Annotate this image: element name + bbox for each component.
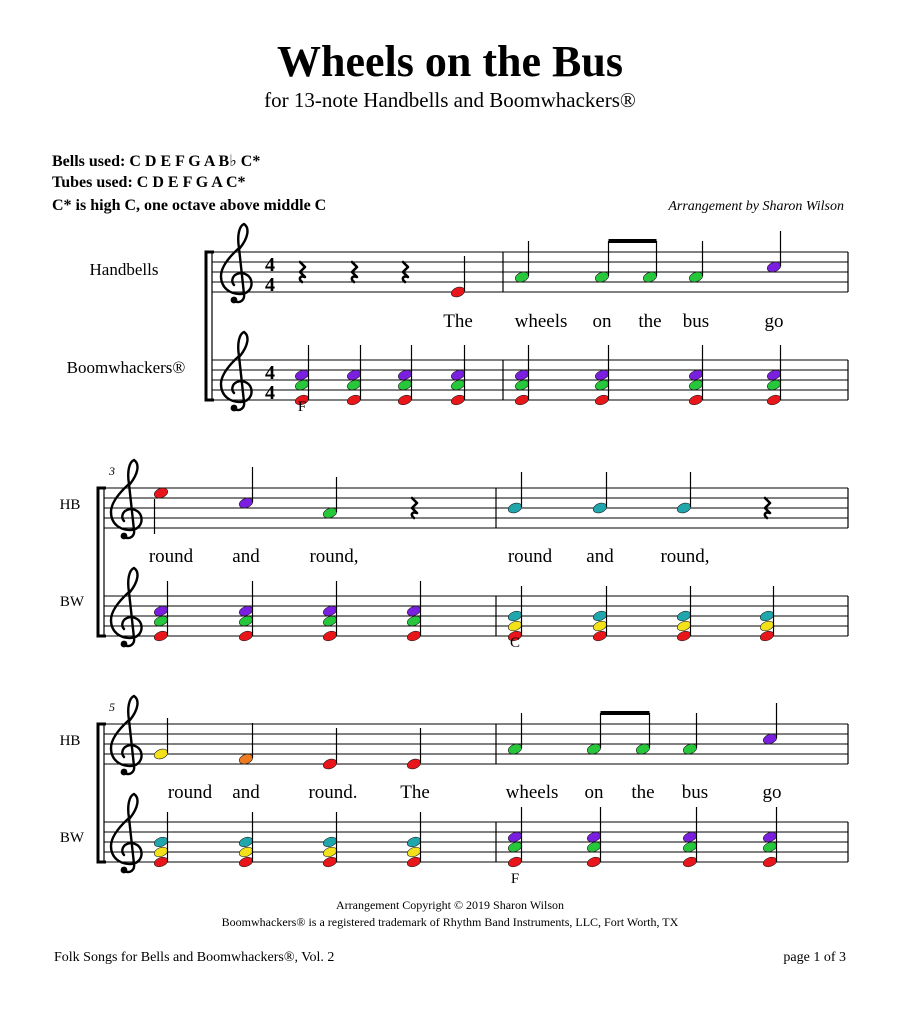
chord-tubes (319, 581, 341, 643)
chord-tubes (291, 345, 313, 407)
boomwhackers-staff (212, 360, 848, 400)
measure-number: 5 (109, 700, 115, 714)
treble-clef-icon (221, 224, 252, 303)
handbells-staff (212, 252, 848, 292)
chord-tubes (591, 345, 613, 407)
part-label-boomwhackers: Boomwhackers® (66, 358, 186, 377)
chord-tubes (504, 807, 526, 869)
chord-tubes (583, 807, 605, 869)
lyric-syllable: round, (309, 546, 359, 567)
lyric-syllable: bus (682, 311, 710, 332)
lyric-syllable: on (592, 311, 612, 332)
treble-clef-icon (111, 568, 142, 647)
collection-title: Folk Songs for Bells and Boomwhackers®, Vol. 2 (54, 950, 335, 965)
lyric-syllable: The (400, 782, 430, 803)
melody-note (507, 472, 523, 515)
system-bracket (206, 252, 214, 400)
lyric-syllable: bus (681, 782, 709, 803)
melody-note (592, 472, 608, 515)
chord-tubes (589, 586, 611, 643)
bells-used-text: Bells used: C D E F G A B♭ C* (52, 153, 261, 170)
time-signature-unit: 4 (265, 274, 275, 296)
trademark-notice: Boomwhackers® is a registered trademark of Rhythm Band Instruments, LLC, Fort Worth, TX (221, 915, 679, 929)
treble-clef-icon (221, 332, 252, 411)
chord-tubes (673, 586, 695, 643)
chord-tubes (759, 807, 781, 869)
chord-tubes (319, 812, 341, 869)
lyric-syllable: and (232, 546, 260, 567)
chord-tubes (403, 812, 425, 869)
chord-tubes (343, 345, 365, 407)
chord-label-f: F (510, 871, 520, 887)
lyric-syllable: round (507, 546, 553, 567)
lyric-syllable: go (764, 311, 784, 332)
lyric-syllable: go (762, 782, 782, 803)
chord-tubes (763, 345, 785, 407)
boomwhackers-staff (104, 596, 848, 636)
time-signature-beats: 4 (265, 254, 275, 276)
copyright-notice: Arrangement Copyright © 2019 Sharon Wilson (335, 898, 565, 912)
system-bracket (98, 488, 106, 636)
lyric-syllable: round (167, 782, 213, 803)
chord-tubes (150, 812, 172, 869)
chord-tubes (150, 581, 172, 643)
part-label-hb: HB (59, 733, 81, 749)
chord-tubes (511, 345, 533, 407)
chord-tubes (756, 586, 778, 643)
lyric-syllable: and (586, 546, 614, 567)
lyric-syllable: round. (308, 782, 358, 803)
system-bracket (98, 724, 106, 862)
part-label-hb: HB (59, 497, 81, 513)
melody-note (676, 472, 692, 515)
chord-label-f: F (297, 399, 307, 415)
arranger-credit: Arrangement by Sharon Wilson (668, 199, 844, 214)
treble-clef-icon (111, 794, 142, 873)
time-signature-unit: 4 (265, 382, 275, 404)
lyric-syllable: on (584, 782, 604, 803)
song-subtitle: for 13-note Handbells and Boomwhackers® (264, 88, 636, 112)
part-label-bw: BW (59, 830, 85, 846)
lyric-syllable: the (638, 311, 662, 332)
time-signature-beats: 4 (265, 362, 275, 384)
treble-clef-icon (111, 460, 142, 539)
lyric-syllable: round, (660, 546, 710, 567)
chord-tubes (679, 807, 701, 869)
high-c-note-text: C* is high C, one octave above middle C (52, 197, 327, 214)
chord-tubes (394, 345, 416, 407)
handbells-staff (104, 724, 848, 764)
chord-label-c: C (509, 635, 521, 651)
chord-tubes (235, 581, 257, 643)
chord-tubes (235, 812, 257, 869)
part-label-bw: BW (59, 594, 85, 610)
lyric-syllable: round (148, 546, 194, 567)
lyric-syllable: the (631, 782, 655, 803)
treble-clef-icon (111, 696, 142, 775)
chord-tubes (447, 345, 469, 407)
part-label-handbells: Handbells (89, 260, 159, 279)
tubes-used-text: Tubes used: C D E F G A C* (52, 174, 246, 191)
lyric-syllable: and (232, 782, 260, 803)
boomwhackers-staff (104, 822, 848, 862)
page-number: page 1 of 3 (783, 950, 846, 965)
chord-tubes (685, 345, 707, 407)
measure-number: 3 (109, 464, 115, 478)
lyric-syllable: wheels (514, 311, 568, 332)
lyric-syllable: wheels (505, 782, 559, 803)
chord-tubes (403, 581, 425, 643)
lyric-syllable: The (443, 311, 473, 332)
handbells-staff (104, 488, 848, 528)
song-title: Wheels on the Bus (277, 37, 623, 86)
